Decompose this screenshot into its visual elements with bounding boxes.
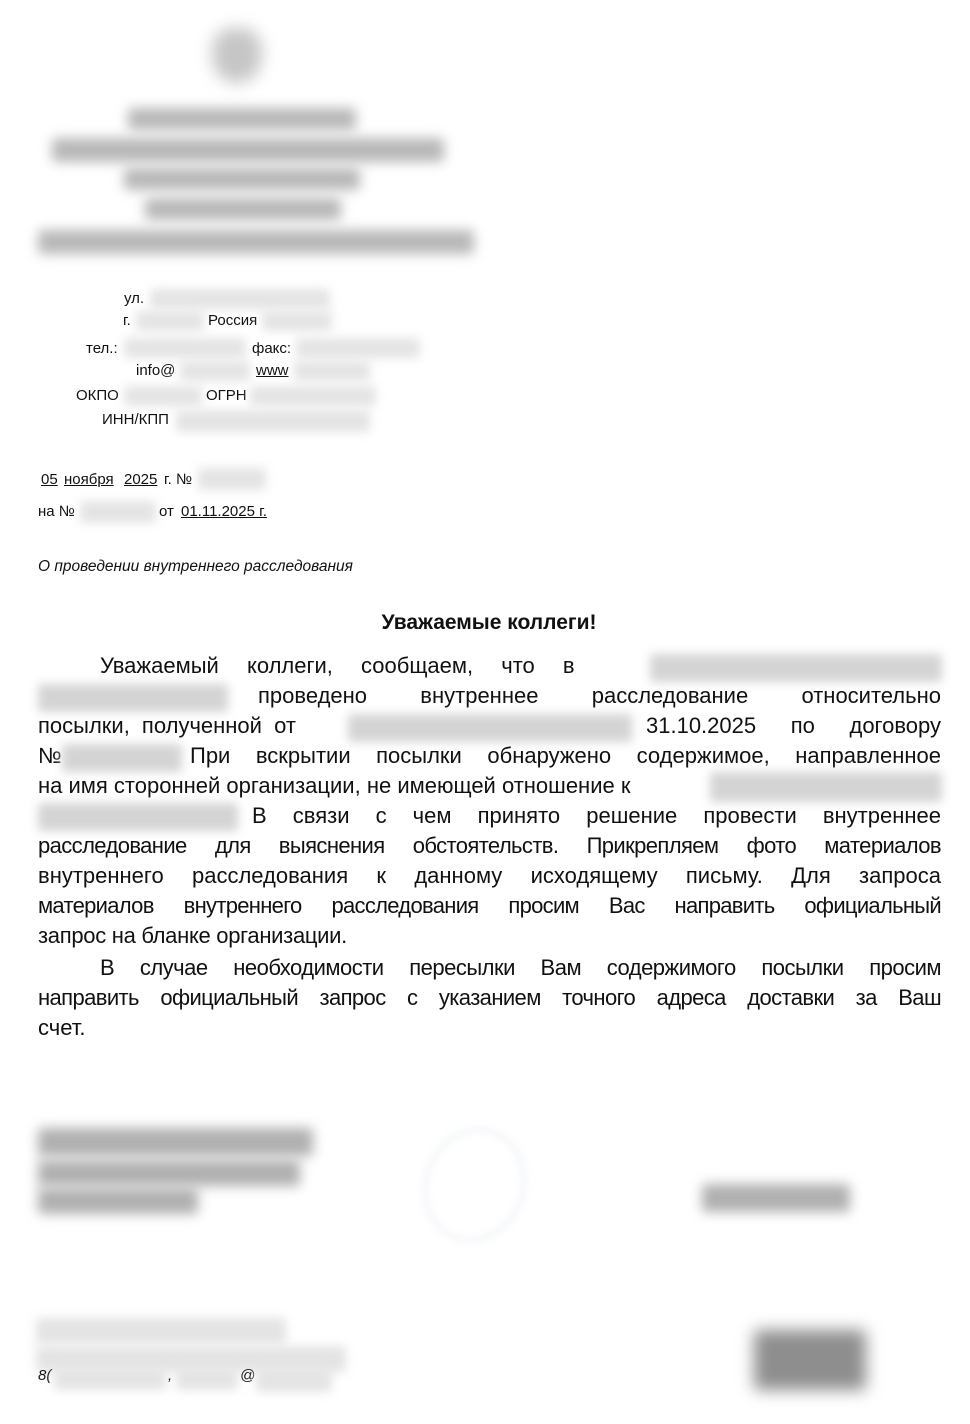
body-line: направить официальный запрос с указанием точного адреса доставки за Ваш — [38, 985, 941, 1010]
street-label: ул. — [124, 290, 145, 307]
redacted-executor-phone — [54, 1368, 166, 1390]
inn-kpp-label: ИНН/КПП — [102, 411, 169, 428]
outgoing-year-suffix: г. № — [164, 471, 193, 488]
org-name-line — [52, 138, 444, 162]
redacted-executor-email-user — [176, 1368, 238, 1390]
redacted-street — [150, 289, 330, 309]
body-line — [100, 653, 640, 679]
body-line: проведено внутреннее расследование относительно — [258, 683, 941, 708]
redacted-okpo — [124, 386, 202, 406]
org-name-line — [124, 168, 360, 190]
redacted-reply-number — [80, 501, 156, 523]
phone-prefix: 8( — [38, 1367, 52, 1384]
reply-date: 01.11.2025 г. — [181, 503, 267, 520]
redacted-inn-kpp — [176, 410, 370, 432]
redacted-city — [136, 311, 204, 331]
outgoing-day: 05 — [41, 471, 58, 488]
city-label: г. — [123, 312, 131, 329]
body-line: материалов внутреннего расследования просим Вас направить официальный — [38, 893, 941, 918]
greeting: Уважаемые коллеги! — [381, 611, 597, 634]
body-line: посылки, полученной от — [38, 713, 296, 738]
body-line: внутреннего расследования к данному исходящему письму. Для запроса — [38, 863, 941, 888]
signature-stamp-icon — [408, 1115, 540, 1256]
reply-prefix: на № — [38, 503, 75, 520]
redacted-postcode — [262, 311, 332, 331]
redacted-organization — [710, 772, 942, 802]
redacted-fax — [296, 338, 420, 358]
separator-comma: , — [168, 1367, 173, 1384]
redacted-executor-email-domain — [256, 1368, 332, 1392]
redacted-phone — [124, 338, 246, 358]
ogrn-label: ОГРН — [206, 387, 247, 404]
org-name-line — [38, 230, 474, 254]
redacted-organization — [38, 684, 228, 712]
body-line: счет. — [38, 1015, 86, 1040]
redacted-contract-number — [62, 744, 182, 772]
redacted-executor-name — [36, 1318, 286, 1344]
redacted-organization — [38, 803, 238, 831]
redacted-website — [294, 361, 370, 381]
redacted-outgoing-number — [198, 468, 266, 490]
phone-label: тел.: — [86, 340, 118, 357]
body-line: При вскрытии посылки обнаружено содержимое, направленное — [190, 743, 941, 768]
redacted-signatory-name — [702, 1184, 850, 1212]
emblem-icon — [212, 28, 262, 83]
body-line: на имя сторонней организации, не имеющей отношение к — [38, 773, 631, 798]
body-line: расследование для выяснения обстоятельств. Прикрепляем фото материалов — [38, 833, 941, 858]
letter-subject: О проведении внутреннего расследования — [38, 558, 353, 575]
body-line: запрос на бланке организации. — [38, 923, 347, 948]
org-name-line — [145, 198, 341, 220]
redacted-qr-code — [754, 1330, 866, 1390]
outgoing-year: 2025 — [124, 471, 158, 488]
body-line: В случае необходимости пересылки Вам содержимого посылки просим — [100, 955, 941, 980]
redacted-signatory-position — [38, 1160, 300, 1186]
email-at: @ — [240, 1367, 256, 1384]
email-prefix: info@ — [136, 362, 176, 379]
body-text: Уважаемый коллеги, сообщаем, что в — [100, 653, 575, 678]
redacted-signatory-position — [38, 1188, 198, 1214]
redacted-ogrn — [250, 386, 376, 406]
fax-label: факс: — [252, 340, 292, 357]
reply-from: от — [159, 503, 174, 520]
redacted-sender — [348, 714, 632, 742]
redacted-signatory-position — [38, 1128, 313, 1156]
body-line: 31.10.2025 по договору — [646, 713, 941, 738]
website-link[interactable]: www — [256, 362, 289, 379]
org-name-line — [128, 108, 356, 130]
body-line: № — [38, 743, 62, 768]
redacted-email — [180, 361, 250, 381]
outgoing-month: ноября — [64, 471, 114, 488]
okpo-label: ОКПО — [76, 387, 119, 404]
body-line: В связи с чем принято решение провести внутреннее — [252, 803, 941, 828]
redacted-organization — [650, 654, 942, 682]
country-text: Россия — [208, 312, 258, 329]
